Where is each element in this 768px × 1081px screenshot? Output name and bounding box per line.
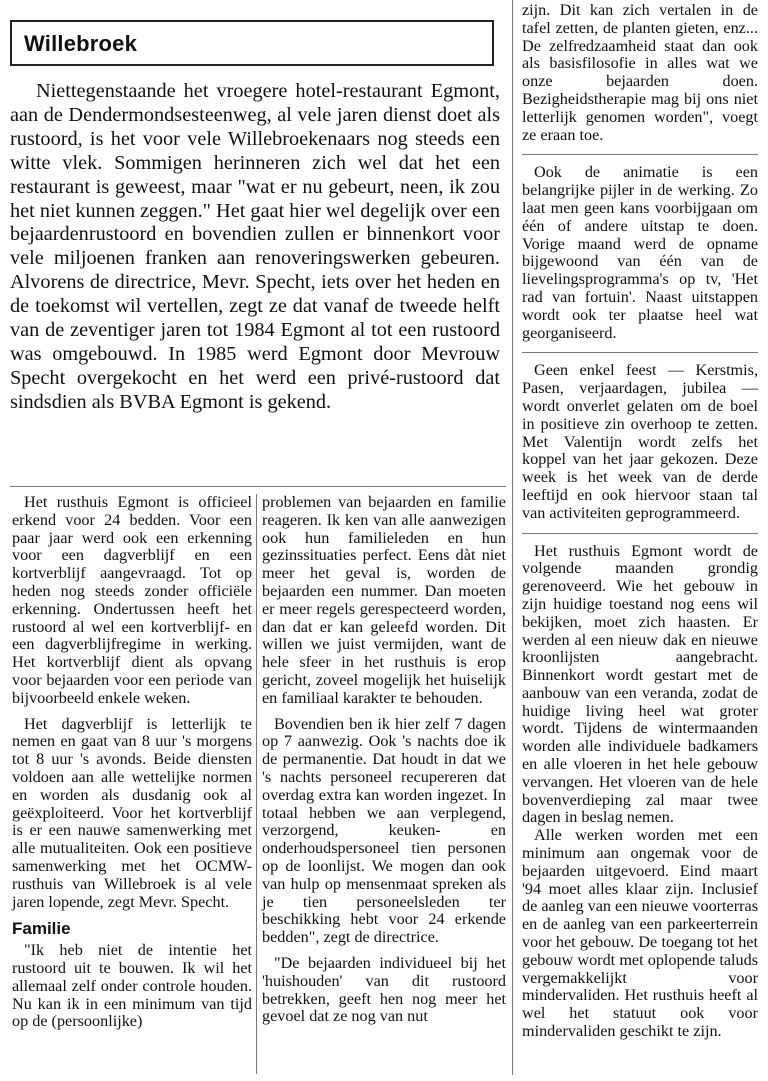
column-rule-2 bbox=[512, 0, 513, 1075]
column-rule-1 bbox=[256, 494, 257, 1074]
body-paragraph: "Ik heb niet de intentie het rustoord uit te bouwen. Ik wil het allemaal zelf onder controle houden. Nu kan ik in een minimum van tijd op de (persoonlijke) bbox=[12, 941, 252, 1031]
paragraph-divider bbox=[522, 533, 758, 534]
subheading: Familie bbox=[12, 919, 71, 939]
article-column-2 bbox=[262, 494, 506, 1026]
body-paragraph: "De bejaarden individueel bij het 'huishouden' van dit rustoord betrekken, geeft hen nog meer het gevoel dat ze nog van nut bbox=[262, 953, 506, 1026]
body-paragraph: Ook de animatie is een belangrijke pijler in de werking. Zo laat men geen kans voorbijgaan om één of andere uitstap te doen. Vorige maand werd de opname bijgewoond van één van de lievelingsprogramma's op tv, 'Het rad van fortuin'. Naast uitstappen wordt ook ter plaatse heel wat georganiseerd. bbox=[522, 163, 758, 342]
paragraph-divider bbox=[522, 352, 758, 353]
body-paragraph: Bovendien ben ik hier zelf 7 dagen op 7 aanwezig. Ook 's nachts doe ik de permanentie. Dat houdt in dat we 's nachts personeel recupereren dat overdag extra kan worden ingezet. In totaal hebben we aan verplegend, verzorgend, keuken- en onderhoudspersoneel tien personen op de loonlijst. We mogen dan ook van hulp op mensenmaat spreken als je tien personeelsleden ter beschikking hebt voor 24 erkende bedden", zegt de directrice. bbox=[262, 714, 506, 947]
body-paragraph: Geen enkel feest — Kerstmis, Pasen, verjaardagen, jubilea — wordt onverlet gelaten om de boel in positieve zin overhoop te zetten. Met Valentijn wordt zelfs het koppel van het jaar gekozen. Deze week is het week van de derde leeftijd en ook hiervoor staan tal van activiteiten geprogrammeerd. bbox=[522, 361, 758, 522]
body-paragraph: Alle werken worden met een minimum aan ongemak voor de bejaarden uitgevoerd. Eind maart '94 moet alles klaar zijn. Inclusief de aanleg van een nieuwe voorterras en de aanleg van een parkeerterrein voor het gebouw. De toegang tot het gebouw wordt met oplopende taluds vergemakkelijkt voor mindervaliden. Het rusthuis heeft al wel het statuut ook voor mindervaliden geschikt te zijn. bbox=[522, 826, 758, 1041]
article-column-1 bbox=[12, 494, 252, 1031]
section-header-box bbox=[10, 20, 494, 66]
article-column-3 bbox=[522, 2, 758, 1041]
body-paragraph: Het rusthuis Egmont wordt de volgende maanden grondig gerenoveerd. Wie het gebouw in zijn huidige toestand nog eens wil bekijken, moet zich haasten. Er werden al een nieuw dak en nieuwe kroonlijsten aangebracht. Binnenkort wordt gestart met de aanbouw van een veranda, zodat de huidige living heel wat groter wordt. Tijdens de wintermaanden worden alle individuele badkamers en alle vloeren in het hele gebouw vervangen. Het vloeren van de hele bovenverdieping zal maar twee dagen in beslag nemen. bbox=[522, 541, 758, 827]
body-paragraph: Het dagverblijf is letterlijk te nemen en gaat van 8 uur 's morgens tot 8 uur 's avonds. Beide diensten voldoen aan alle wettelijke normen en worden als dusdanig ook al geëxploiteerd. Voor het kortverblijf is er een nauwe samenwerking met alle mutualiteiten. Ook een positieve samenwerking met het OCMW-rusthuis van Willebroek is al vele jaren lopende, zegt Mevr. Specht. bbox=[12, 714, 252, 911]
body-paragraph: Het rusthuis Egmont is officieel erkend voor 24 bedden. Voor een paar jaar werd ook een erkenning voor een dagverblijf en een kortverblijf aangevraagd. Tot op heden nog steeds zonder officiële erkenning. Ondertussen heeft het rustoord al wel een kortverblijf- en een dagverblijfregime in werking. Het kortverblijf dient als opvang voor bejaarden voor een periode van bijvoorbeeld enkele weken. bbox=[12, 493, 252, 707]
body-paragraph: zijn. Dit kan zich vertalen in de tafel zetten, de planten gieten, enz... De zelfredzaamheid staat dan ook als basisfilosofie in alles wat we onze bejaarden doen. Bezigheidstherapie mag bij ons niet letterlijk genomen worden", voegt ze eraan toe. bbox=[522, 1, 758, 144]
intro-divider bbox=[10, 486, 506, 487]
intro-paragraph: Niettegenstaande het vroegere hotel-restaurant Egmont, aan de Dendermondsesteenweg, al vele jaren dienst doet als rustoord, is het voor vele Willebroekenaars nog steeds een witte vlek. Sommigen herinneren zich wel dat het een restaurant is geweest, maar "wat er nu gebeurt, neen, ik zou het niet kunnen zeggen." Het gaat hier wel degelijk over een bejaardenrustoord en bovendien zullen er binnenkort voor vele miljoenen franken aan renoveringswerken gebeuren. Alvorens de directrice, Mevr. Specht, iets over het heden en de toekomst wil vertellen, zegt ze dat vanaf de tweede helft van de zeventiger jaren tot 1984 Egmont al tot een rustoord was omgebouwd. In 1985 werd Egmont door Mevrouw Specht overgekocht en het werd een privé-rustoord dat sindsdien als BVBA Egmont is gekend. bbox=[10, 80, 500, 413]
section-title: Willebroek bbox=[24, 31, 138, 56]
paragraph-divider bbox=[522, 154, 758, 155]
body-paragraph: problemen van bejaarden en familie reageren. Ik ken van alle aanwezigen ook hun familieleden en hun gezinssituaties perfect. Eens dàt niet meer het geval is, worden de bejaarden een nummer. Dan moeten er meer regels gerespecteerd worden, dan dat er kan geleefd worden. Dit willen we juist vermijden, want de hele sfeer in het rusthuis is erop gericht, zoveel mogelijk het huiselijk en familiaal karakter te behouden. bbox=[262, 493, 506, 707]
